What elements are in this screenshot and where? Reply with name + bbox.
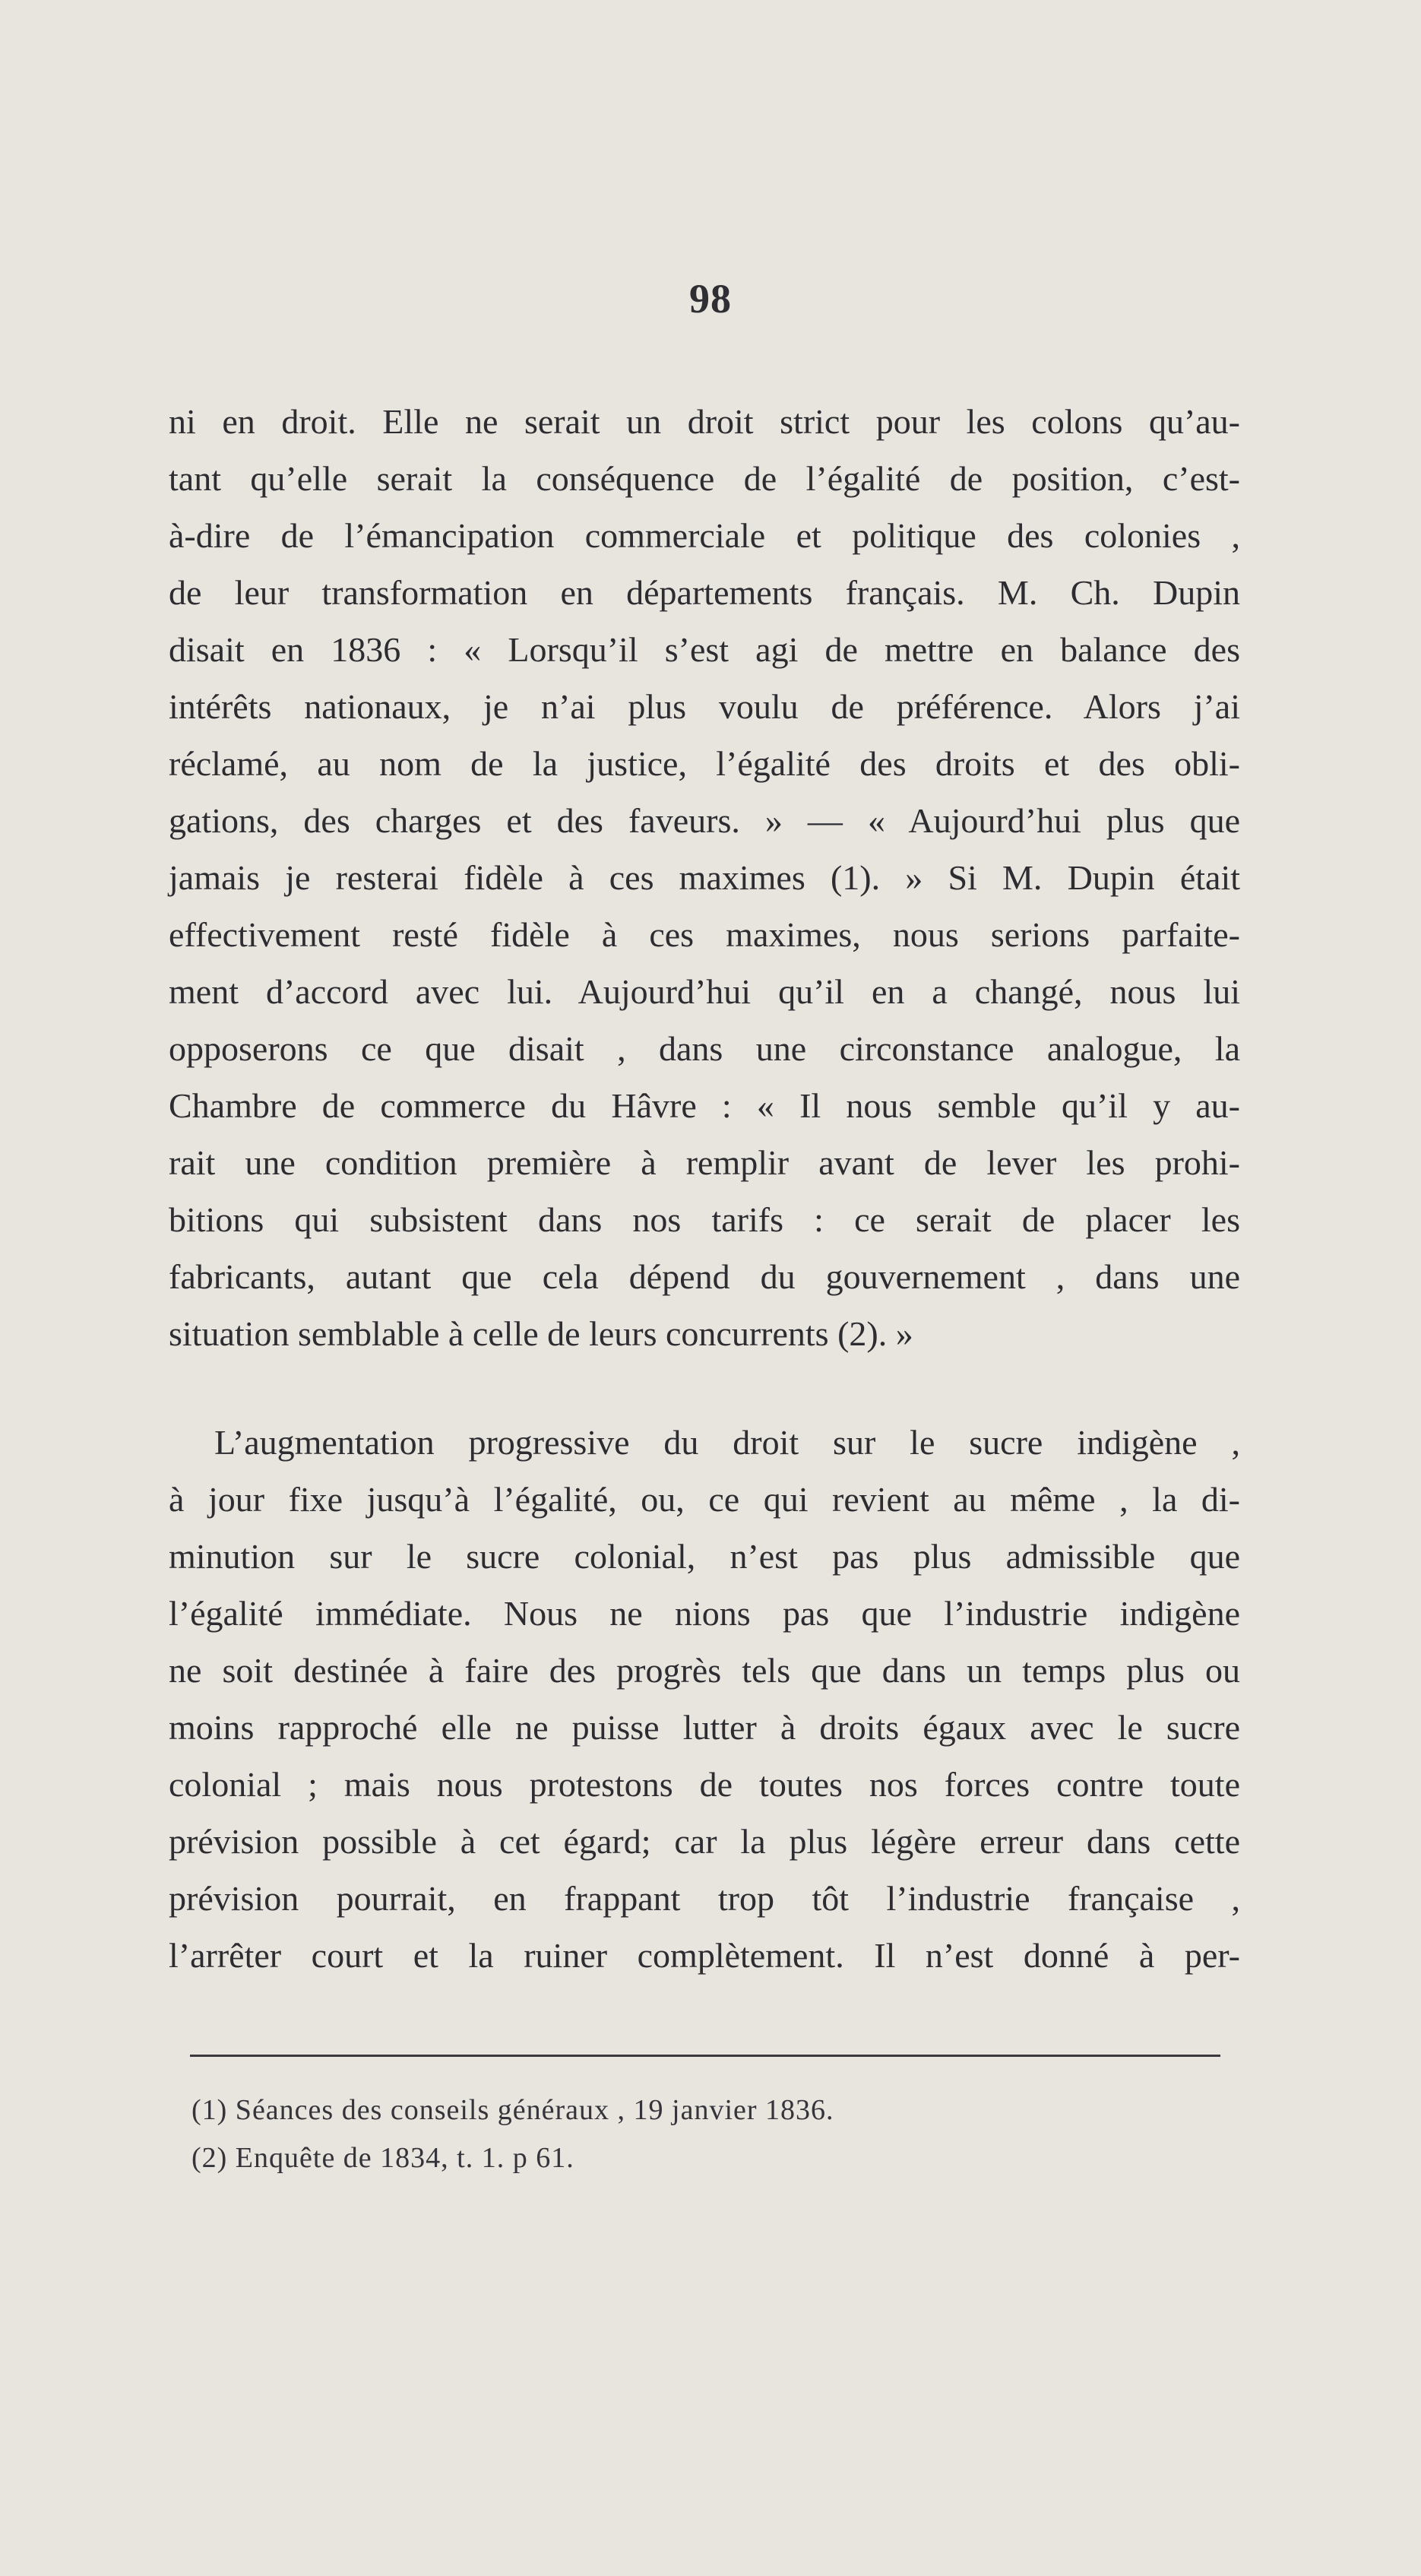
- paragraph-1: [169, 393, 1240, 1362]
- text-line: ni en droit. Elle ne serait un droit strict pour les colons qu’au-: [169, 402, 1240, 441]
- text-line: prévision pourrait, en frappant trop tôt l’industrie française ,: [169, 1879, 1240, 1918]
- text-line: tant qu’elle serait la conséquence de l’égalité de position, c’est-: [169, 459, 1240, 498]
- text-line: disait en 1836 : « Lorsqu’il s’est agi de mettre en balance des: [169, 630, 1240, 669]
- text-line: situation semblable à celle de leurs concurrents (2). »: [169, 1314, 913, 1353]
- text-line: bitions qui subsistent dans nos tarifs : ce serait de placer les: [169, 1200, 1240, 1239]
- text-line: l’égalité immédiate. Nous ne nions pas que l’industrie indigène: [169, 1594, 1240, 1633]
- text-line: à jour fixe jusqu’à l’égalité, ou, ce qui revient au même , la di-: [169, 1480, 1240, 1519]
- paragraph-2: [169, 1414, 1240, 1984]
- text-line: minution sur le sucre colonial, n’est pas plus admissible que: [169, 1537, 1240, 1576]
- page-number: 98: [689, 276, 732, 322]
- text-line: moins rapproché elle ne puisse lutter à droits égaux avec le sucre: [169, 1708, 1240, 1747]
- text-line: jamais je resterai fidèle à ces maximes (1). » Si M. Dupin était: [169, 858, 1240, 897]
- text-line: effectivement resté fidèle à ces maximes, nous serions parfaite-: [169, 915, 1240, 954]
- text-line: prévision possible à cet égard; car la plus légère erreur dans cette: [169, 1822, 1240, 1861]
- text-line: fabricants, autant que cela dépend du gouvernement , dans une: [169, 1257, 1240, 1296]
- footnotes: [191, 2086, 1179, 2182]
- text-line: l’arrêter court et la ruiner complètement. Il n’est donné à per-: [169, 1936, 1240, 1975]
- text-line: rait une condition première à remplir avant de lever les prohi-: [169, 1143, 1240, 1182]
- text-line: gations, des charges et des faveurs. » — « Aujourd’hui plus que: [169, 801, 1240, 840]
- footnote-2: (2) Enquête de 1834, t. 1. p 61.: [191, 2142, 574, 2174]
- text-line: intérêts nationaux, je n’ai plus voulu de préférence. Alors j’ai: [169, 687, 1240, 726]
- text-line: opposerons ce que disait , dans une circonstance analogue, la: [169, 1029, 1240, 1068]
- text-line: à-dire de l’émancipation commerciale et politique des colonies ,: [169, 516, 1240, 555]
- text-line: colonial ; mais nous protestons de toutes nos forces contre toute: [169, 1765, 1240, 1804]
- footnote-1: (1) Séances des conseils généraux , 19 janvier 1836.: [191, 2094, 834, 2126]
- text-line: de leur transformation en départements français. M. Ch. Dupin: [169, 573, 1240, 612]
- text-line: ne soit destinée à faire des progrès tels que dans un temps plus ou: [169, 1651, 1240, 1690]
- text-line: Chambre de commerce du Hâvre : « Il nous semble qu’il y au-: [169, 1086, 1240, 1125]
- text-line: L’augmentation progressive du droit sur le sucre indigène ,: [214, 1423, 1240, 1462]
- text-line: réclamé, au nom de la justice, l’égalité des droits et des obli-: [169, 744, 1240, 783]
- text-line: ment d’accord avec lui. Aujourd’hui qu’il en a changé, nous lui: [169, 972, 1240, 1011]
- footnote-divider: [190, 2055, 1220, 2057]
